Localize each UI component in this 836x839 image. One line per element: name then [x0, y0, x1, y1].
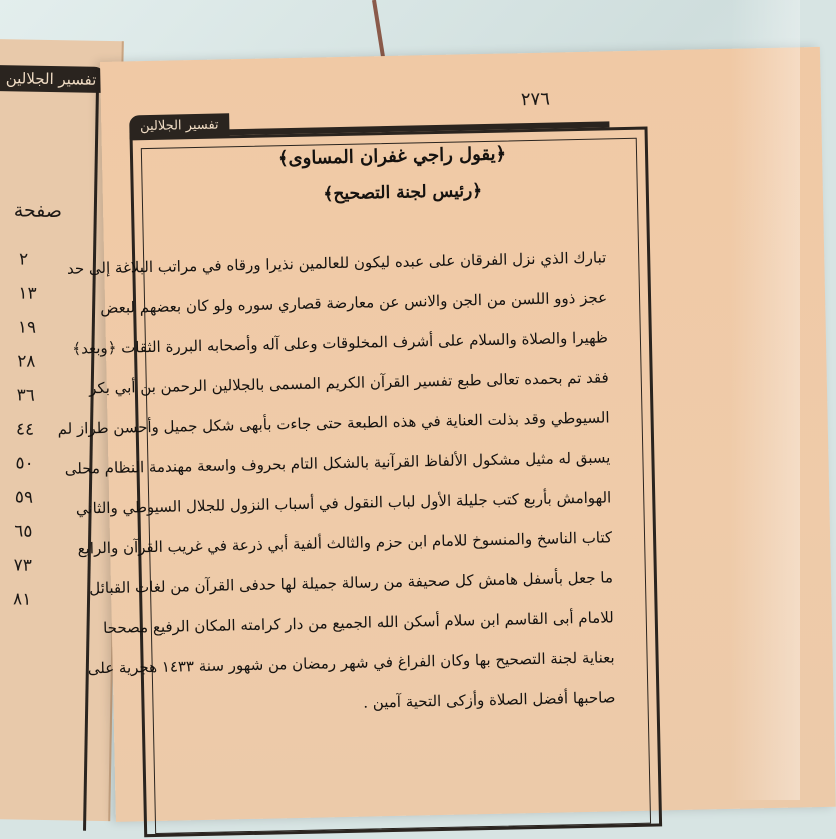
text-line: تبارك الذي نزل الفرقان على عبده ليكون للعالمين نذيرا ورقاه في مراتب البلاغة إلى حد	[66, 248, 607, 278]
index-number: ٧٣	[13, 555, 33, 576]
index-number: ٣٦	[16, 385, 36, 406]
index-number: ٢	[18, 249, 29, 270]
text-line: للامام أبى القاسم ابن سلام أسكن الله الجميع من دار كرامته المكان الرفيع مصححا	[102, 608, 614, 638]
text-line: بعناية لجنة التصحيح بها وكان الفراغ في شهر رمضان من شهور سنة ١٤٣٣ هجرية على	[87, 648, 615, 678]
text-line: كتاب الناسخ والمنسوخ للامام ابن حزم والثالث ألفية أبي ذرعة في غريب القرآن والرابع	[77, 528, 613, 558]
text-line: فقد تم بحمده تعالى طبع تفسير القرآن الكريم المسمى بالجلالين الرحمن بن أبي بكر	[88, 368, 609, 398]
text-line: السيوطي وقد بذلت العناية في هذه الطبعة حتى جاءت بأبهى شكل جميل وأحسن طراز لم	[57, 408, 610, 438]
left-running-head: تفسير الجلالين	[0, 65, 106, 93]
index-number: ٤٤	[15, 419, 35, 440]
index-number: ١٩	[17, 317, 37, 338]
text-line: عجز ذوو اللسن من الجن والانس عن معارضة قصاري سوره ولو كان بعضهم لبعض	[100, 288, 608, 318]
text-line: يسبق له مثيل مشكول الألفاظ القرآنية بالشكل التام بحروف واسعة مهندمة النظام محلى	[64, 448, 611, 478]
index-number: ١٣	[18, 283, 37, 304]
right-page	[57, 47, 836, 822]
committee-heading: ﴿رئيس لجنة التصحيح﴾	[323, 181, 483, 205]
author-heading: ﴿يقول راجي غفران المساوى﴾	[277, 143, 507, 170]
index-number: ٦٥	[14, 521, 33, 542]
index-number: ٢٨	[17, 351, 36, 372]
text-line: ما جعل بأسفل هامش كل صحيفة من رسالة جميلة لها حدفى القرآن من لغات القبائل	[89, 568, 614, 598]
text-line: الهوامش بأربع كتب جليلة الأول لباب النقول في أسباب النزول للجلال السيوطي والثاني	[75, 488, 612, 518]
index-number: ٨١	[12, 589, 32, 610]
running-head: تفسير الجلالين	[129, 113, 229, 139]
text-line: ظهيرا والصلاة والسلام على أشرف المخلوقات وعلى آله وأصحابه البررة الثقات ﴿وبعد﴾	[72, 328, 609, 358]
index-number: ٥٩	[14, 487, 34, 508]
page-number: ٢٧٦	[520, 88, 551, 111]
index-number: ٥٠	[15, 453, 34, 474]
index-column-title: صفحة	[13, 199, 63, 223]
text-line: صاحبها أفضل الصلاة وأزكى التحية آمين .	[363, 688, 616, 712]
body-text	[57, 237, 616, 726]
